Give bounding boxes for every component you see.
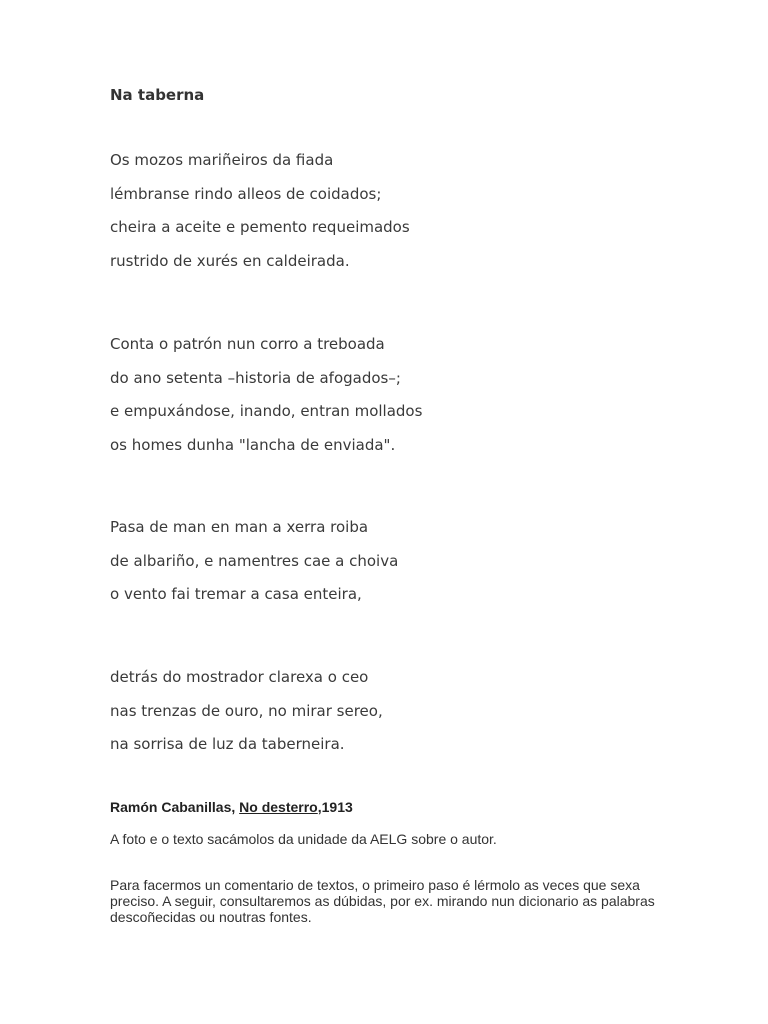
verse-line: os homes dunha "lancha de enviada". xyxy=(110,436,396,455)
book-title-link[interactable]: No desterro xyxy=(239,799,318,815)
stanza-2 xyxy=(110,334,422,469)
verse-line: lémbranse rindo alleos de coidados; xyxy=(110,184,382,203)
verse-line: na sorrisa de luz da taberneira. xyxy=(110,735,345,754)
verse-line: Conta o patrón nun corro a treboada xyxy=(110,335,385,353)
verse-line: Os mozos mariñeiros da fiada xyxy=(110,151,334,169)
poem-title: Na taberna xyxy=(110,86,205,104)
verse-line: do ano setenta –historia de afogados–; xyxy=(110,368,401,387)
stanza-1 xyxy=(110,150,410,285)
poem-attribution xyxy=(110,799,353,815)
stanza-3 xyxy=(110,517,398,618)
verse-line: cheira a aceite e pemento requeimados xyxy=(110,218,410,237)
verse-line: nas trenzas de ouro, no mirar sereo, xyxy=(110,701,383,720)
verse-line: e empuxándose, inando, entran mollados xyxy=(110,402,423,421)
stanza-4 xyxy=(110,667,383,768)
verse-line: rustrido de xurés en caldeirada. xyxy=(110,252,350,271)
source-note: A foto e o texto sacámolos da unidade da AELG sobre o autor. xyxy=(110,831,497,847)
instructions-paragraph: Para facermos un comentario de textos, o primeiro paso é lérmolo as veces que sexa preciso. A seguir, consultaremos as dúbidas, por ex. mirando nun dicionario as palabras descoñecidas ou noutras fontes. xyxy=(110,877,655,925)
verse-line: de albariño, e namentres cae a choiva xyxy=(110,551,399,570)
verse-line: o vento fai tremar a casa enteira, xyxy=(110,585,362,604)
author-name: Ramón Cabanillas, xyxy=(110,799,240,815)
verse-line: detrás do mostrador clarexa o ceo xyxy=(110,668,369,686)
verse-line: Pasa de man en man a xerra roiba xyxy=(110,518,369,536)
publication-year: ,1913 xyxy=(317,799,353,815)
